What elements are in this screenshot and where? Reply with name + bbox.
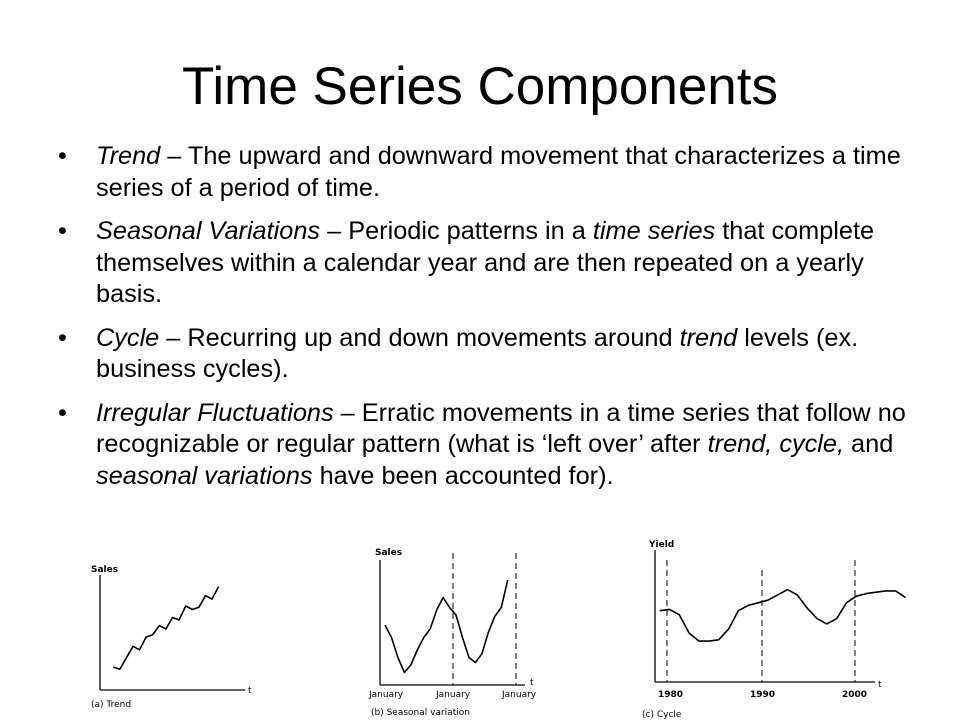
bullet-item	[58, 141, 908, 204]
x-tick-label: January	[436, 690, 471, 700]
bullet-marker: •	[58, 142, 67, 170]
bullet-marker: •	[58, 398, 67, 427]
bullet-marker: •	[58, 323, 67, 352]
x-tick-label: January	[502, 690, 537, 700]
y-axis-label: Sales	[375, 548, 403, 558]
seasonal-series	[385, 580, 508, 673]
bullet-emphasis: seasonal variations	[96, 461, 313, 490]
bullet-item	[58, 398, 908, 493]
y-axis-label: Yield	[649, 540, 675, 550]
bullet-emphasis: trend	[679, 323, 738, 352]
x-tick-label: 1980	[658, 690, 684, 700]
bullet-emphasis: time series	[592, 217, 716, 245]
cycle-series	[660, 590, 906, 642]
x-axis-label: t	[530, 678, 534, 688]
chart-caption: (b) Seasonal variation	[371, 708, 470, 718]
cycle-chart	[640, 535, 890, 720]
bullet-emphasis: trend, cycle,	[707, 430, 845, 458]
bullet-emphasis: Seasonal Variations	[96, 217, 321, 245]
chart-caption: (a) Trend	[91, 700, 132, 710]
y-axis-label: Sales	[91, 565, 119, 575]
bullet-text: – Periodic patterns in a	[320, 217, 593, 245]
bullet-marker: •	[58, 217, 67, 245]
bullet-text: – The upward and downward movement that characterizes a time series of a period of time.	[96, 142, 901, 202]
bullet-emphasis: Irregular Fluctuations	[96, 398, 334, 427]
bullet-list	[58, 141, 908, 504]
bullet-text: have been accounted for).	[312, 461, 614, 490]
trend-series	[113, 587, 218, 670]
x-tick-label: January	[369, 690, 404, 700]
bullet-text: – Erratic movements in a time series that follow no recognizable or regular pattern (what is ‘left over’ after	[96, 398, 906, 458]
x-axis-label: t	[878, 680, 882, 690]
x-axis-label: t	[248, 686, 252, 696]
x-tick-label: 1990	[750, 690, 776, 700]
seasonal-chart	[365, 535, 540, 720]
bullet-item	[58, 216, 908, 311]
bullet-emphasis: Cycle	[96, 323, 160, 352]
slide-title: Time Series Components	[182, 57, 778, 116]
x-tick-label: 2000	[842, 690, 868, 700]
chart-caption: (c) Cycle	[642, 710, 682, 720]
bullet-text: that complete themselves within a calendar year and are then repeated on a yearly basis.	[96, 217, 875, 308]
bullet-item	[58, 323, 908, 386]
bullet-text: levels (ex. business cycles).	[96, 323, 859, 383]
bullet-text: – Recurring up and down movements around	[159, 323, 680, 352]
bullet-emphasis: Trend	[96, 142, 161, 170]
bullet-text: and	[844, 430, 894, 458]
trend-chart	[85, 535, 255, 715]
